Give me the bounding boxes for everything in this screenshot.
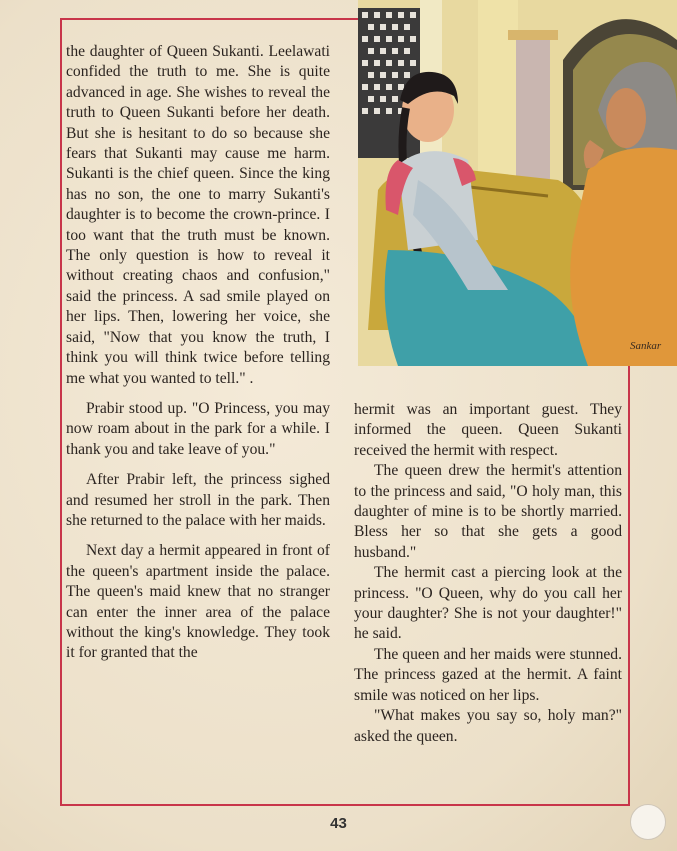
paragraph: The queen drew the hermit's attention to the princess and said, "O holy man, this daughter of mine is to be shortly married. Bless her so that she gets a good husband." (354, 462, 622, 561)
paragraph: Next day a hermit appeared in front of the queen's apartment inside the palace. The queen's maid knew that no stranger can enter the inner area of the palace without the king's knowledge. They took it for granted that the (66, 542, 330, 662)
left-text-column (66, 42, 330, 664)
page-number: 43 (330, 815, 347, 832)
paragraph: The queen and her maids were stunned. The princess gazed at the hermit. A faint smile was noticed on her lips. (354, 645, 622, 704)
story-illustration (358, 0, 677, 366)
paragraph: hermit was an important guest. They informed the queen. Queen Sukanti received the hermit with respect. (354, 401, 622, 459)
paragraph: The hermit cast a piercing look at the princess. "O Queen, why do you call her your daughter? She is not your daughter!" he said. (354, 564, 622, 643)
paragraph: After Prabir left, the princess sighed and resumed her stroll in the park. Then she returned to the palace with her maids. (66, 471, 330, 529)
paragraph: the daughter of Queen Sukanti. Leelawati confided the truth to me. She is quite advanced in age. She wishes to reveal the truth to Queen Sukanti before her death. But she is hesitant to do so because she fears that Sukanti may cause me harm. Sukanti is the chief queen. Since the king has no son, the one to marry Sukanti's daughter is to become the crown-prince. I too want that the truth must be known. The only question is how to reveal it without creating chaos and confusion," said the princess. A sad smile played on her lips. Then, lowering her voice, she said, "Now that you know the truth, I think you will think twice before telling me what you wanted to tell." . (66, 43, 330, 387)
illustration-art (358, 0, 677, 366)
right-text-column (354, 400, 622, 747)
artist-signature: Sankar (630, 340, 662, 352)
paragraph: "What makes you say so, holy man?" asked the queen. (354, 707, 622, 745)
old-woman-sari (570, 148, 677, 367)
watermark-logo (630, 804, 666, 840)
paragraph: Prabir stood up. "O Princess, you may now roam about in the park for a while. I thank you and take leave of you." (66, 399, 330, 458)
